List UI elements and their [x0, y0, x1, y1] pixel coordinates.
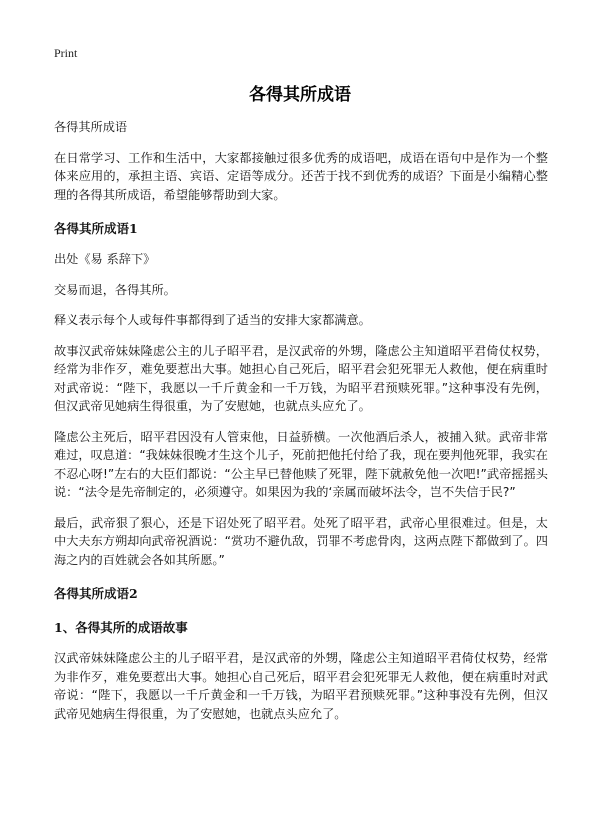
section1-story-paragraph-3: 最后，武帝狠了狠心，还是下诏处死了昭平君。处死了昭平君，武帝心里很难过。但是，太中大夫东方朔却向武帝祝酒说：“赏功不避仇敌，罚罪不考虑骨肉，这两点陛下都做到了。四海之内的百姓就会各如其所愿。” [54, 515, 548, 567]
section1-story-paragraph-2: 隆虑公主死后，昭平君因没有人管束他，日益骄横。一次他酒后杀人，被捕入狱。武帝非常难过，叹息道：“我妹妹很晚才生这个儿子，死前把他托付给了我，现在要判他死罪，我实在不忍心呀!”左右的大臣们都说：“公主早已替他赎了死罪，陛下就赦免他一次吧!”武帝摇摇头说：“法令是先帝制定的，必须遵守。如果因为我的‘亲属而破坏法令，岂不失信于民?” [54, 429, 548, 499]
intro-paragraph: 在日常学习、工作和生活中，大家都接触过很多优秀的成语吧，成语在语句中是作为一个整体来应用的，承担主语、宾语、定语等成分。还苦于找不到优秀的成语？下面是小编精心整理的各得其所成语，希望能够帮助到大家。 [54, 150, 548, 202]
intro-subtitle: 各得其所成语 [54, 120, 128, 134]
section1-source: 出处《易 系辞下》 [54, 252, 156, 266]
document-body [54, 118, 548, 735]
section1-story-paragraph-1: 故事汉武帝妹妹隆虑公主的儿子昭平君，是汉武帝的外甥，隆虑公主知道昭平君倚仗权势，经常为非作歹，难免要惹出大事。她担心自己死后，昭平君会犯死罪无人救他，便在病重时对武帝说：“陛下，我愿以一千斤黄金和一千万钱，为昭平君预赎死罪。”这种事没有先例，但汉武帝见她病生得很重，为了安慰她，也就点头应允了。 [54, 343, 548, 413]
section1-heading: 各得其所成语1 [54, 221, 138, 236]
section1-meaning: 释义表示每个人或每件事都得到了适当的安排大家都满意。 [54, 313, 371, 327]
section2-story-paragraph-1: 汉武帝妹妹隆虑公主的儿子昭平君，是汉武帝的外甥，隆虑公主知道昭平君倚仗权势，经常为非作歹，难免要惹出大事。她担心自己死后，昭平君会犯死罪无人救他，便在病重时对武帝说：“陛下，我愿以一千斤黄金和一千万钱，为昭平君预赎死罪。”这种事没有先例，但汉武帝见她病生得很重，为了安慰她，也就点头应允了。 [54, 651, 548, 721]
section2-subheading: 1、各得其所的成语故事 [54, 620, 188, 635]
section2-heading: 各得其所成语2 [54, 586, 138, 601]
section1-quote: 交易而退，各得其所。 [54, 282, 176, 297]
page-title: 各得其所成语 [249, 85, 351, 105]
print-label: Print [54, 46, 78, 60]
